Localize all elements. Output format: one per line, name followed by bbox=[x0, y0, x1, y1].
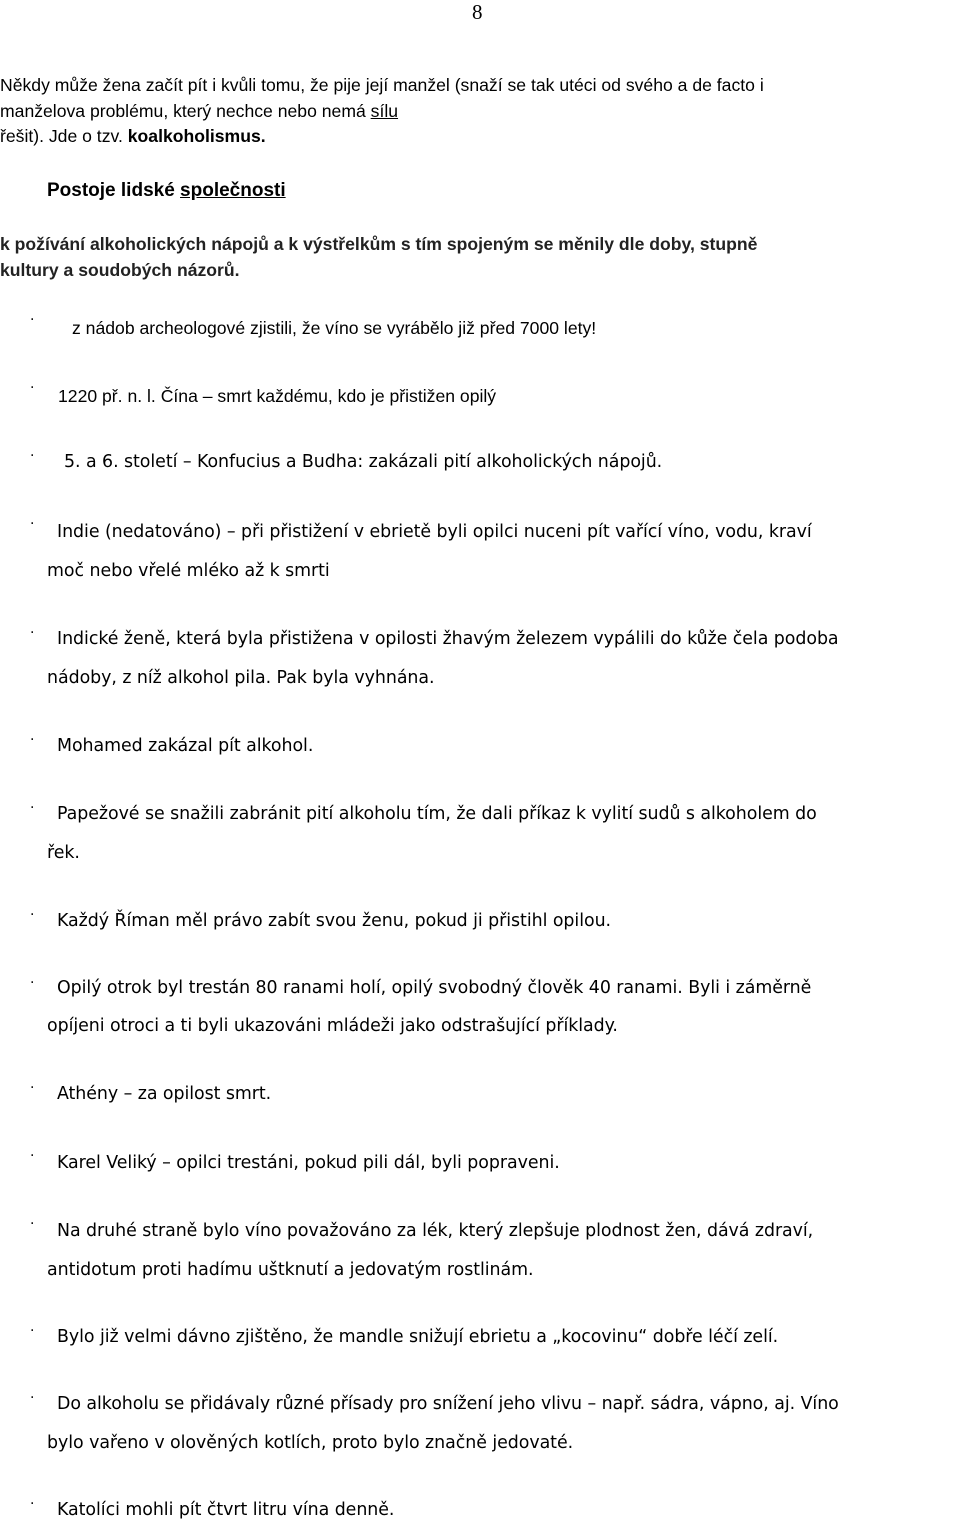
bullet-dot: · bbox=[30, 380, 35, 396]
intro-line-1: Někdy může žena začít pít i kvůli tomu, že pije její manžel (snaží se tak utéci od svého a de facto i bbox=[0, 75, 764, 95]
intro-line-3-text: řešit). Jde o tzv. bbox=[0, 126, 128, 146]
bullet-dot: · bbox=[30, 312, 35, 328]
bullet-dot: · bbox=[30, 516, 35, 532]
list-item: Indické ženě, která byla přistižena v opilosti žhavým železem vypálili do kůže čela podoba bbox=[57, 629, 839, 649]
bullet-dot: · bbox=[30, 907, 35, 923]
list-item-continuation: opíjeni otroci a ti byli ukazováni mládeži jako odstrašující příklady. bbox=[47, 1016, 618, 1036]
list-item-continuation: bylo vařeno v olověných kotlích, proto bylo značně jedovaté. bbox=[47, 1433, 574, 1453]
subheading-line-2: kultury a soudobých názorů. bbox=[0, 259, 240, 280]
list-item: Athény – za opilost smrt. bbox=[57, 1084, 272, 1104]
bullet-dot: · bbox=[30, 1390, 35, 1406]
bullet-dot: · bbox=[30, 1216, 35, 1232]
bullet-dot: · bbox=[30, 448, 35, 464]
subheading-line-1: k požívání alkoholických nápojů a k výstřelkům s tím spojeným se měnily dle doby, stupně bbox=[0, 234, 758, 254]
heading-text: Postoje lidské bbox=[47, 180, 181, 201]
list-item: Každý Říman měl právo zabít svou ženu, pokud ji přistihl opilou. bbox=[57, 911, 612, 931]
intro-underlined-word: sílu bbox=[370, 100, 399, 121]
bullet-dot: · bbox=[30, 1496, 35, 1512]
intro-line-2 bbox=[0, 99, 960, 125]
list-item: Mohamed zakázal pít alkohol. bbox=[57, 736, 314, 756]
bullet-dot: · bbox=[30, 1323, 35, 1339]
list-item-continuation: řek. bbox=[47, 843, 80, 863]
intro-line-3 bbox=[0, 124, 960, 150]
list-item-continuation: moč nebo vřelé mléko až k smrti bbox=[47, 561, 330, 581]
bullet-dot: · bbox=[30, 625, 35, 641]
intro-paragraph bbox=[0, 73, 960, 150]
bullet-dot: · bbox=[30, 800, 35, 816]
list-item-continuation: nádoby, z níž alkohol pila. Pak byla vyhnána. bbox=[47, 668, 435, 688]
intro-line-2-text: manželova problému, který nechce nebo nemá bbox=[0, 100, 371, 121]
list-item: Opilý otrok byl trestán 80 ranami holí, opilý svobodný člověk 40 ranami. Byli i záměrně bbox=[57, 978, 812, 998]
list-item: Katolíci mohli pít čtvrt litru vína denně. bbox=[57, 1500, 395, 1520]
list-item: Bylo již velmi dávno zjištěno, že mandle snižují ebrietu a „kocovinu“ dobře léčí zelí. bbox=[57, 1327, 779, 1347]
list-item: 1220 př. n. l. Čína – smrt každému, kdo je přistižen opilý bbox=[58, 386, 497, 406]
bullet-dot: · bbox=[30, 975, 35, 991]
list-item: Karel Veliký – opilci trestáni, pokud pili dál, byli popraveni. bbox=[57, 1153, 560, 1173]
list-item-continuation: antidotum proti hadímu uštknutí a jedovatým rostlinám. bbox=[47, 1260, 534, 1280]
list-item: Indie (nedatováno) – při přistižení v ebrietě byli opilci nuceni pít vařící víno, vodu, kraví bbox=[57, 522, 812, 542]
section-heading bbox=[47, 178, 286, 203]
list-item: Papežové se snažili zabránit pití alkoholu tím, že dali příkaz k vylití sudů s alkoholem do bbox=[57, 804, 817, 824]
intro-bold-term: koalkoholismus. bbox=[127, 126, 266, 146]
page-number: 8 bbox=[472, 0, 483, 24]
bullet-dot: · bbox=[30, 1080, 35, 1096]
list-item: Na druhé straně bylo víno považováno za lék, který zlepšuje plodnost žen, dává zdraví, bbox=[57, 1221, 814, 1241]
list-item: 5. a 6. století – Konfucius a Budha: zakázali pití alkoholických nápojů. bbox=[64, 452, 663, 472]
heading-underlined: společnosti bbox=[180, 180, 286, 201]
section-subheading bbox=[0, 232, 960, 283]
bullet-dot: · bbox=[30, 732, 35, 748]
list-item: Do alkoholu se přidávaly různé přísady pro snížení jeho vlivu – např. sádra, vápno, aj. Víno bbox=[57, 1394, 839, 1414]
bullet-dot: · bbox=[30, 1148, 35, 1164]
list-item: z nádob archeologové zjistili, že víno se vyrábělo již před 7000 lety! bbox=[72, 318, 597, 338]
